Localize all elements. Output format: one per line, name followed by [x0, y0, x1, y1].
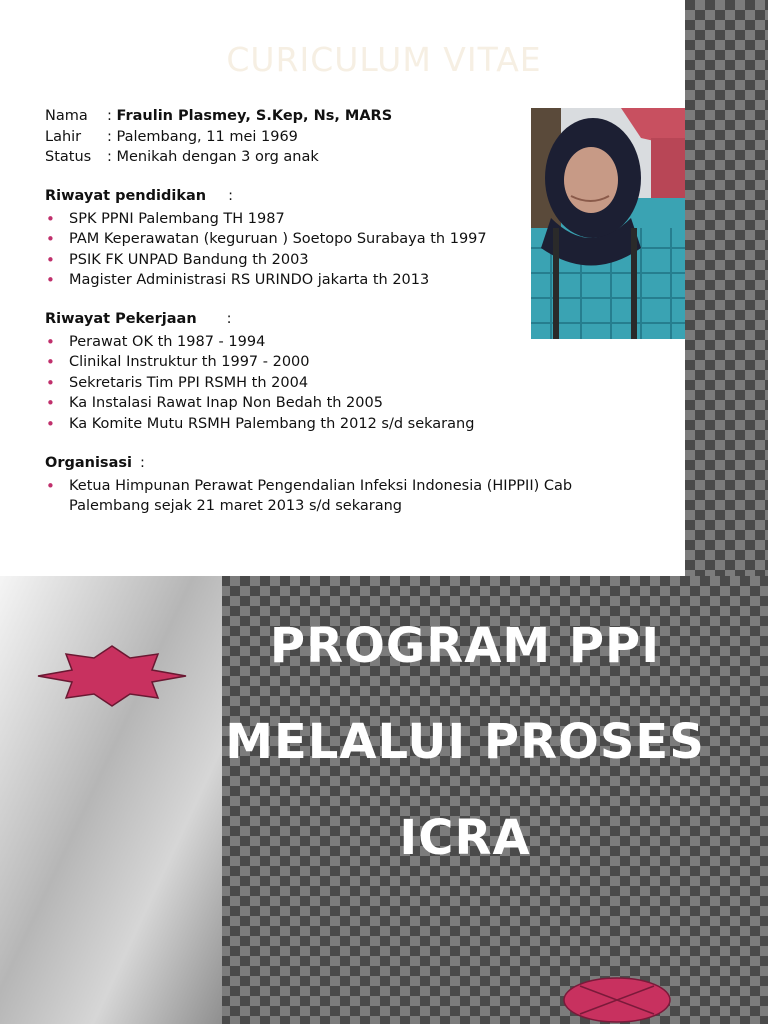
profile-row-birth	[45, 129, 392, 150]
profile-value-birth: Palembang, 11 mei 1969	[116, 128, 298, 145]
list-item: • PSIK FK UNPAD Bandung th 2003	[45, 250, 487, 271]
profile-row-status	[45, 149, 392, 170]
badge-x-icon	[562, 976, 672, 1024]
portrait-illustration	[531, 108, 685, 339]
education-section	[45, 188, 487, 291]
list-item: • Perawat OK th 1987 - 1994	[45, 332, 474, 353]
slide-title: CURICULUM VITAE	[226, 40, 542, 79]
list-item: • Ketua Himpunan Perawat Pengendalian Infeksi Indonesia (HIPPII) Cab Palembang sejak 21 maret 2013 s/d sekarang	[45, 476, 572, 517]
list-item: • SPK PPNI Palembang TH 1987	[45, 209, 487, 230]
list-item: • Ka Instalasi Rawat Inap Non Bedah th 2005	[45, 393, 474, 414]
main-title-line: PROGRAM PPI	[269, 618, 661, 674]
organization-heading: Organisasi	[45, 455, 132, 471]
decorative-pattern-strip	[685, 0, 768, 576]
organization-section	[45, 455, 572, 517]
profile-value-status: Menikah dengan 3 org anak	[116, 149, 319, 165]
work-section	[45, 311, 474, 434]
work-list	[45, 332, 474, 435]
education-list	[45, 209, 487, 291]
profile-label: Lahir	[45, 128, 82, 145]
list-item: • Ka Komite Mutu RSMH Palembang th 2012 s/d sekarang	[45, 414, 474, 435]
list-item: • PAM Keperawatan (keguruan ) Soetopo Surabaya th 1997	[45, 229, 487, 250]
main-title-line: MELALUI PROSES	[225, 714, 705, 770]
profile-label: Nama	[45, 108, 88, 124]
work-heading: Riwayat Pekerjaan	[45, 311, 197, 327]
profile-photo	[531, 108, 685, 339]
main-title-line: ICRA	[399, 810, 531, 866]
profile-sep: :	[107, 108, 117, 124]
education-heading: Riwayat pendidikan	[45, 188, 207, 204]
profile-row-name	[45, 108, 392, 129]
list-item: • Magister Administrasi RS URINDO jakarta th 2013	[45, 270, 487, 291]
education-colon: :	[228, 188, 233, 204]
organization-list	[45, 476, 572, 517]
main-title	[150, 614, 768, 902]
list-item: • Clinikal Instruktur th 1997 - 2000	[45, 352, 474, 373]
list-item: • Sekretaris Tim PPI RSMH th 2004	[45, 373, 474, 394]
profile-label: Status	[45, 149, 92, 165]
profile-sep: :	[107, 149, 117, 165]
organization-colon: :	[139, 455, 145, 471]
profile-sep: :	[107, 128, 117, 145]
work-colon: :	[226, 311, 232, 327]
profile-value-name: Fraulin Plasmey, S.Kep, Ns, MARS	[116, 108, 393, 124]
title-slide	[0, 576, 768, 1024]
profile-table	[45, 108, 392, 170]
